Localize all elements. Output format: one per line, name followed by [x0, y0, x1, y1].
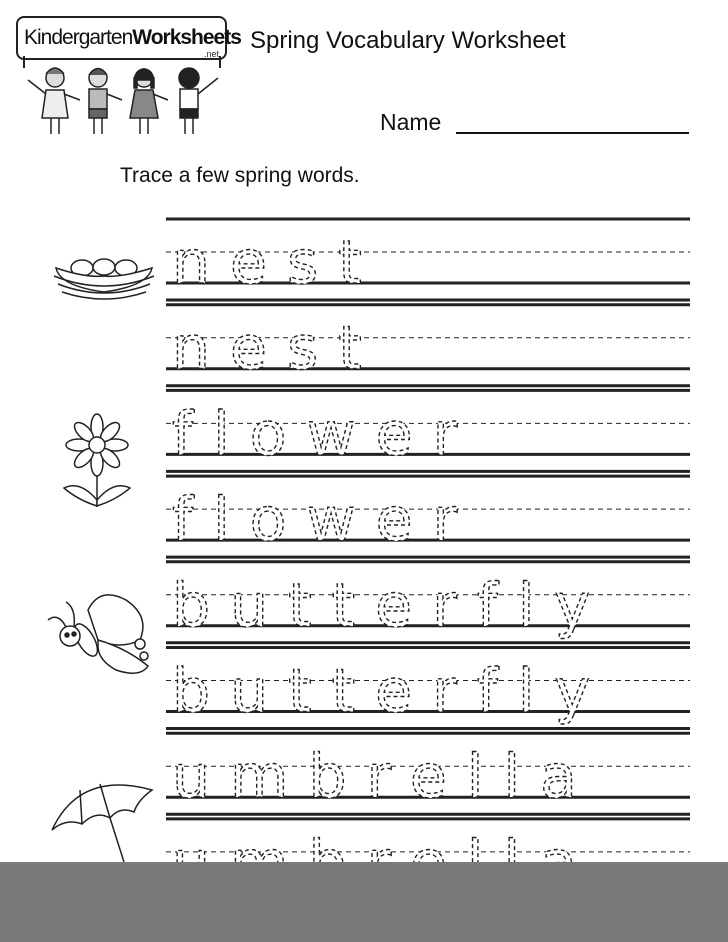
trace-word: nest [172, 313, 382, 384]
footer-bar [0, 862, 728, 942]
tracing-row[interactable] [166, 562, 690, 643]
umbrella-icon [52, 784, 152, 862]
trace-word: butterfly [172, 656, 611, 727]
tracing-row[interactable] [166, 476, 690, 557]
tracing-row[interactable] [166, 648, 690, 729]
logo-suffix: .net [203, 49, 219, 59]
tracing-row[interactable] [166, 733, 690, 814]
trace-word: nest [172, 228, 382, 298]
flower-icon [64, 414, 130, 506]
trace-word: butterfly [172, 570, 611, 641]
nest-icon [54, 259, 154, 299]
logo-text-part1: Kindergarten [24, 26, 133, 49]
trace-word: flower [172, 399, 478, 470]
tracing-row[interactable] [166, 305, 690, 386]
trace-word: flower [172, 485, 478, 556]
name-label: Name [380, 109, 442, 135]
trace-word: umbrella [172, 742, 597, 813]
tracing-row[interactable] [166, 390, 690, 471]
logo-text-part2: Worksheets [132, 26, 241, 49]
page-title: Spring Vocabulary Worksheet [250, 27, 566, 54]
instructions: Trace a few spring words. [120, 164, 360, 187]
tracing-row[interactable] [166, 219, 690, 300]
butterfly-icon [48, 595, 148, 673]
